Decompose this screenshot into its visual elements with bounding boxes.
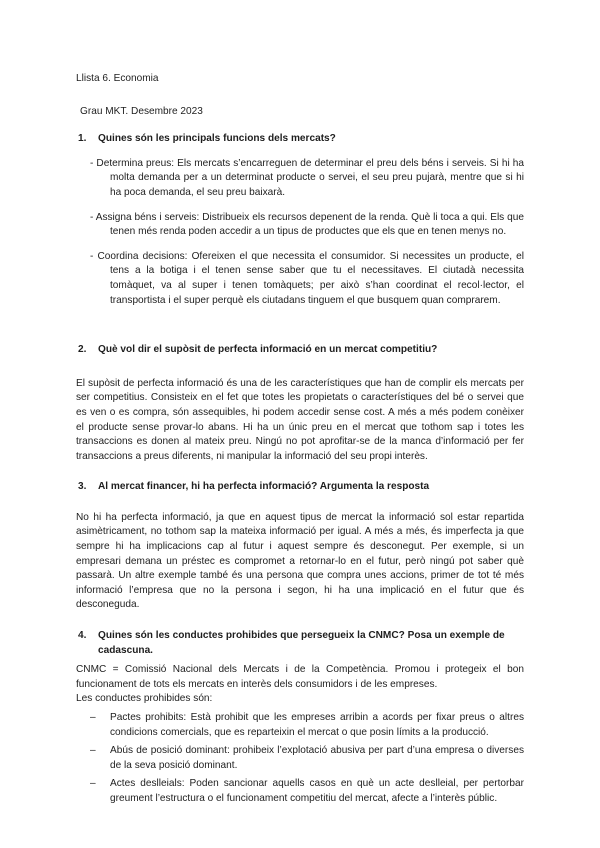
question-text: Què vol dir el supòsit de perfecta informació en un mercat competitiu?	[98, 344, 438, 356]
question-number: 1.	[78, 133, 87, 145]
list-item-text: Abús de posició dominant: prohibeix l’explotació abusiva per part d’una empresa o diverses de la seva posició dominant.	[110, 745, 524, 771]
question-text: Quines són les conductes prohibides que persegueix la CNMC? Posa un exemple de cadascuna.	[98, 630, 505, 656]
doc-subtitle: Grau MKT. Desembre 2023	[80, 105, 203, 117]
question-number: 3.	[78, 481, 87, 493]
answer-paragraph: No hi ha perfecta informació, ja que en aquest tipus de mercat la informació sol estar repartida asimètricament, no tothom sap la mateixa informació per igual. A més a més, és imperfecta ja que sempre hi ha implicacions cap al futur i aquest sempre és desconegut. Per exemple, si un empresari demana un préstec es compromet a retornar-lo en el futur, però ningú pot saber què passarà. Un altre exemple també és una persona que compra unes accions, primer de tot té més informació l’empresa que no la persona i segon, hi ha una implicació en el futur que és desconeguda.	[76, 511, 524, 611]
answer-paragraph: El supòsit de perfecta informació és una de les característiques que han de complir els mercats per ser competitius. Consisteix en el fet que totes les propietats o característiques del bé o servei que es ven o es compra, són assequibles, hi podem accedir sense cost. A més a més podem conèixer el producte sense provar-lo abans. Hi ha un únic preu en el mercat que tothom sap i totes les transaccions es donen al mateix preu. Ningú no pot aprofitar-se de la manca d’informació per fer transaccions a preus diferents, ni manipular la informació del seu propi interès.	[76, 377, 524, 462]
question-3	[76, 480, 524, 495]
question-2	[76, 343, 524, 358]
question-text: Quines són les principals funcions dels mercats?	[98, 133, 336, 145]
question-number: 4.	[78, 630, 87, 642]
question-number: 2.	[78, 344, 87, 356]
answer-bullet: - Determina preus: Els mercats s’encarreguen de determinar el preu dels béns i serveis. Si hi ha molta demanda per a un determinat producte o servei, el seu preu pujarà, mentre que si hi ha poca demanda, el seu preu baixarà.	[90, 157, 524, 198]
dash-marker: –	[90, 745, 96, 757]
answer-intro: CNMC = Comissió Nacional dels Mercats i de la Competència. Promou i protegeix el bon funcionament de tots els mercats en interès dels consumidors i de les empreses.	[76, 664, 524, 690]
list-item-text: Pactes prohibits: Està prohibit que les empreses arribin a acords per fixar preus o altres condicions comercials, que es reparteixin el mercat o que posin límits a la producció.	[110, 712, 524, 738]
answer-bullet: - Coordina decisions: Ofereixen el que necessita el consumidor. Si necessites un producte, el tens a la botiga i el tenen sense saber que tu el necessitaves. El ciutadà necessita tomàquet, va al super i tenen tomàquets; per això s’han coordinat el recol·lector, el transportista i el super perquè els ciutadans tinguem el que busquem quan comprarem.	[90, 250, 524, 306]
question-4	[76, 629, 524, 658]
dash-marker: –	[90, 778, 96, 790]
list-item	[76, 777, 524, 806]
list-item	[76, 711, 524, 740]
list-item-text: Actes deslleials: Poden sancionar aquells casos en què un acte deslleial, per pertorbar greument l’estructura o el funcionament competitiu del mercat, afecte a l’interès públic.	[110, 778, 524, 804]
answer-bullet: - Assigna béns i serveis: Distribueix els recursos depenent de la renda. Què li toca a qui. Els que tenen més renda poden accedir a un tipus de productes que els que en tenen menys no.	[90, 211, 524, 238]
question-text: Al mercat financer, hi ha perfecta informació? Argumenta la resposta	[98, 481, 430, 493]
list-item	[76, 744, 524, 773]
dash-marker: –	[90, 712, 96, 723]
question-1	[76, 132, 524, 147]
answer-intro-list: Les conductes prohibides són:	[76, 693, 213, 705]
doc-title: Llista 6. Economia	[76, 73, 159, 84]
